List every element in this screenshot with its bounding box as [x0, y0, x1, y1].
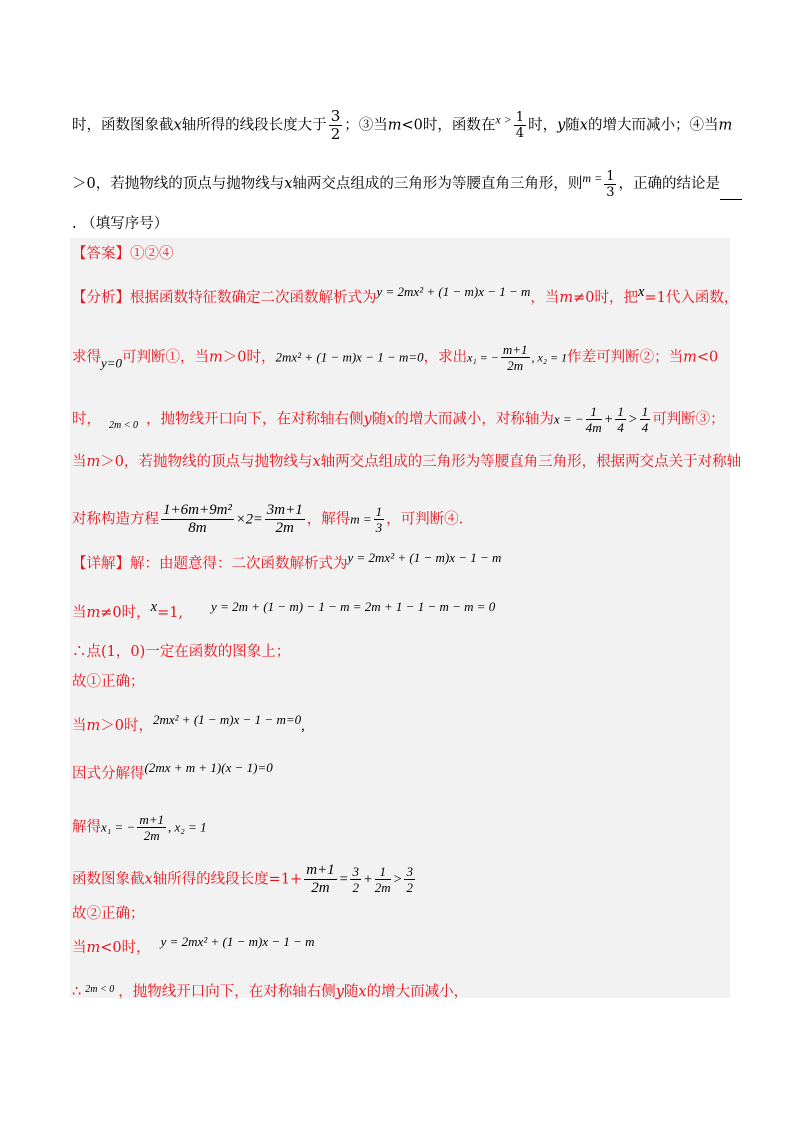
fraction-3-2-b: $\frac{3}{2}$ [352, 864, 359, 895]
answer-label: 【答案】 [72, 246, 130, 262]
detail-line-10: 当m<0时， y = 2mx² + (1 − m)x − 1 − m [72, 934, 315, 956]
fraction-1-4: $\frac{1}{4}$ [515, 110, 525, 141]
answer-blank [720, 185, 742, 200]
analysis-line-2: 求得y=0可判断①，当m＞0时，2mx² + (1 − m)x − 1 − m=0，求出x₁ = − $\frac{m+1}{2m}$ , x₂ = 1作差可判断②；当m<0 [72, 342, 719, 373]
fraction-3m1-2m: $\frac{3m+1}{2m}$ [266, 502, 303, 536]
fraction-1-3-b: $\frac{1}{3}$ [375, 504, 383, 535]
analysis-line-1: 【分析】根据函数特征数确定二次函数解析式为y = 2mx² + (1 − m)x − 1 − m，当m≠0时，把x=1代入函数， [72, 284, 739, 306]
fraction-3-2: $\frac{3}{2}$ [330, 107, 341, 143]
detail-line-2: 当m≠0时，x=1, y = 2m + (1 − m) − 1 − m = 2m + 1 − 1 − m − m = 0 [72, 599, 496, 621]
fraction-1-3: $\frac{1}{3}$ [606, 168, 615, 200]
detail-line-6: 因式分解得(2mx + m + 1)(x − 1)=0 [72, 760, 273, 782]
analysis-line-4: 当m＞0，若抛物线的顶点与抛物线与x轴两交点组成的三角形为等腰直角三角形，根据两交点关于对称轴 [72, 454, 742, 470]
fraction-3-2-c: $\frac{3}{2}$ [406, 864, 413, 895]
fraction-1-2m: $\frac{1}{2m}$ [374, 864, 391, 895]
detail-line-8: 函数图象截x轴所得的线段长度=1+ $\frac{m+1}{2m}$ = $\frac{3}{2}$ + $\frac{1}{2m}$ > $\frac{3}{2}$ [72, 862, 413, 896]
detail-line-11: ∴ $^{2m < 0}$ ，抛物线开口向下，在对称轴右侧y随x的增大而减小， [72, 984, 469, 1000]
detail-line-4: 故①正确； [72, 674, 145, 690]
question-line-3: . （填写序号） [72, 216, 169, 232]
detail-line-9: 故②正确； [72, 906, 145, 922]
fraction-1-4m: $\frac{1}{4m}$ [585, 404, 602, 435]
detail-label: 【详解】 [72, 556, 130, 572]
question-line-1: 时，函数图象截x轴所得的线段长度大于 $\frac{3}{2}$ ；③当m<0时，函数在$^{x >}$ $\frac{1}{4}$ 时，y随x的增大而减小；④当m [72, 107, 733, 143]
analysis-label: 【分析】 [72, 290, 130, 306]
detail-line-5: 当m＞0时，2mx² + (1 − m)x − 1 − m=0, [72, 712, 305, 734]
fraction-m1-2m-b: $\frac{m+1}{2m}$ [139, 812, 165, 843]
detail-line-1: 【详解】解：由题意得：二次函数解析式为y = 2mx² + (1 − m)x − 1 − m [72, 550, 502, 572]
question-line-2: ＞0，若抛物线的顶点与抛物线与x轴两交点组成的三角形为等腰直角三角形，则$^{m =}$ $\frac{1}{3}$ ，正确的结论是 [72, 168, 742, 200]
fraction-m1-2m: $\frac{m+1}{2m}$ [502, 342, 528, 373]
fraction-equation-left: $\frac{\text{1+6m+9m²}}{8m}$ [163, 502, 232, 536]
detail-line-7: 解得x₁ = − $\frac{m+1}{2m}$ , x₂ = 1 [72, 812, 207, 843]
answer-line [72, 244, 174, 264]
fraction-1-4-a: $\frac{1}{4}$ [617, 404, 624, 435]
detail-line-3: ∴点(1，0)一定在函数的图象上； [72, 644, 291, 660]
answer-value: ①②④ [130, 246, 174, 262]
analysis-line-3: 时， $_{2m < 0}$ ，抛物线开口向下，在对称轴右侧y随x的增大而减小，对称轴为x = − $\frac{1}{4m}$ + $\frac{1}{4}$ > $\frac{1}{4}$ 可判断③； [72, 404, 725, 435]
fraction-m1-2m-c: $\frac{m+1}{2m}$ [306, 862, 335, 896]
analysis-line-5: 对称构造方程 $\frac{\text{1+6m+9m²}}{8m}$ ×2= $\frac{3m+1}{2m}$ ，解得m = $\frac{1}{3}$ ，可判断④. [72, 502, 464, 536]
fraction-1-4-b: $\frac{1}{4}$ [641, 404, 649, 435]
